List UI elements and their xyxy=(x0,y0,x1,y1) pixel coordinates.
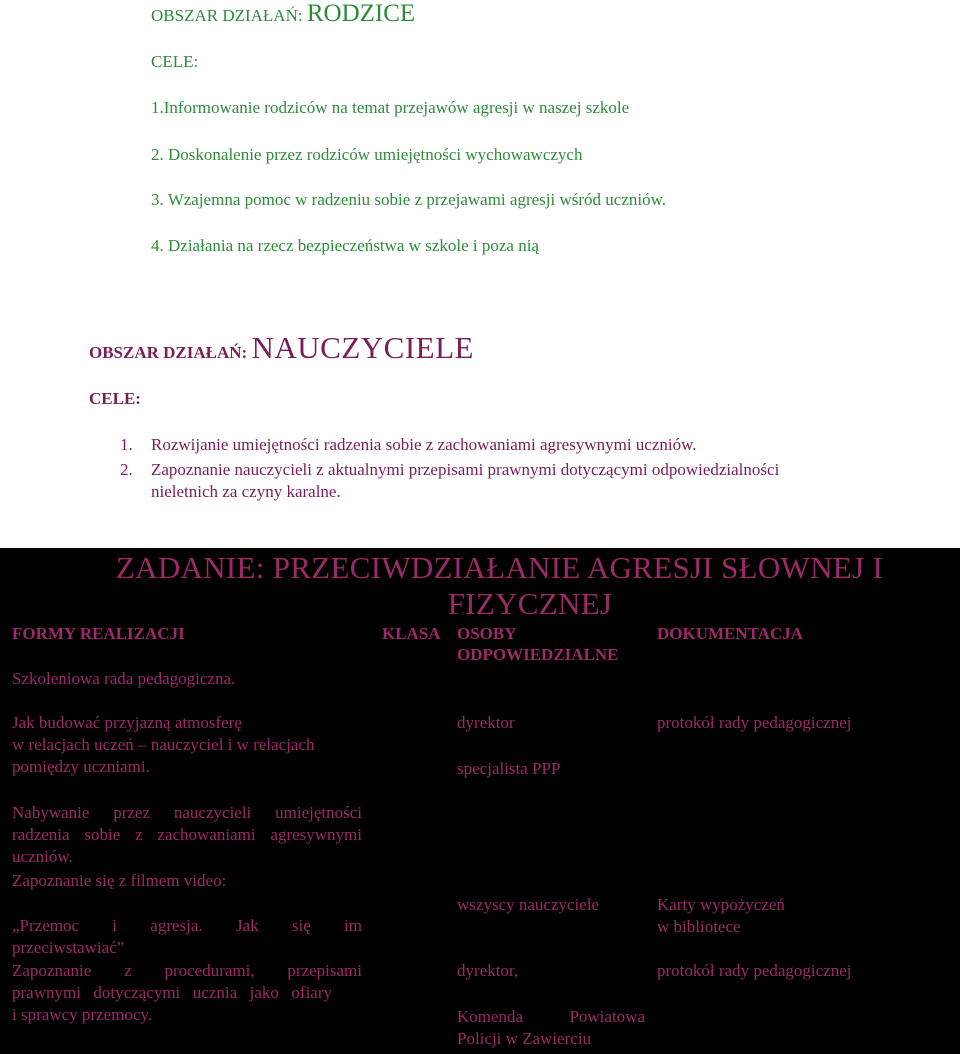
person-director: dyrektor xyxy=(457,713,515,732)
teachers-goal-2-text-line-2: nieletnich za czyny karalne. xyxy=(151,482,341,501)
parents-goal-1: 1.Informowanie rodziców na temat przejawów agresji w naszej szkole xyxy=(151,98,630,117)
header-persons-line-1: OSOBY xyxy=(457,624,517,643)
person-all-teachers: wszyscy nauczyciele xyxy=(457,895,600,914)
section-teachers-heading xyxy=(89,330,474,366)
form-film-title-line-1: „Przemoc i agresja. Jak się im xyxy=(12,916,362,935)
header-persons-line-2: ODPOWIEDZIALNE xyxy=(457,645,619,664)
person-director-2: dyrektor, xyxy=(457,961,519,980)
teachers-goal-2-number: 2. xyxy=(120,460,133,479)
task-table xyxy=(0,548,960,1054)
form-skills-line-1: Nabywanie przez nauczycieli umiejętności xyxy=(12,803,362,822)
form-procedures-line-1: Zapoznanie z procedurami, przepisami xyxy=(12,961,362,980)
section-parents-name: RODZICE xyxy=(306,0,416,27)
doc-protocol-1: protokół rady pedagogicznej xyxy=(657,713,852,732)
section-teachers-name: NAUCZYCIELE xyxy=(251,330,474,365)
person-police-line-1: Komenda Powiatowa xyxy=(457,1007,645,1026)
task-title-line-1: ZADANIE: PRZECIWDZIAŁANIE AGRESJI SŁOWNEJ I xyxy=(115,550,884,585)
form-skills-line-3: uczniów. xyxy=(12,847,73,866)
parents-goal-3: 3. Wzajemna pomoc w radzeniu sobie z przejawami agresji wśród uczniów. xyxy=(151,190,667,209)
section-parents-prefix: OBSZAR DZIAŁAŃ: xyxy=(151,6,303,25)
doc-cards-line-1: Karty wypożyczeń xyxy=(657,895,785,914)
doc-cards-line-2: w bibliotece xyxy=(657,917,741,936)
header-class: KLASA xyxy=(382,624,441,643)
form-atmosphere-line-1: Jak budować przyjazną atmosferę xyxy=(12,713,242,732)
form-skills-line-2: radzenia sobie z zachowaniami agresywnymi xyxy=(12,825,362,844)
parents-goal-4: 4. Działania na rzecz bezpieczeństwa w szkole i poza nią xyxy=(151,236,539,255)
person-police-line-2: Policji w Zawierciu xyxy=(457,1029,592,1048)
form-film-title-line-2: przeciwstawiać” xyxy=(12,938,125,957)
teachers-goal-1-number: 1. xyxy=(120,435,133,454)
section-teachers-cele: CELE: xyxy=(89,389,141,408)
form-atmosphere-line-3: pomiędzy uczniami. xyxy=(12,757,150,776)
parents-goal-2: 2. Doskonalenie przez rodziców umiejętności wychowawczych xyxy=(151,145,583,164)
form-procedures-line-3: i sprawcy przemocy. xyxy=(12,1005,153,1024)
task-title-line-2: FIZYCZNEJ xyxy=(447,586,613,621)
person-ppp-specialist: specjalista PPP xyxy=(457,759,561,778)
section-parents-cele: CELE: xyxy=(151,52,199,71)
form-atmosphere-line-2: w relacjach uczeń – nauczyciel i w relacjach xyxy=(12,735,315,754)
doc-protocol-2: protokół rady pedagogicznej xyxy=(657,961,852,980)
header-forms: FORMY REALIZACJI xyxy=(12,624,185,643)
form-procedures-line-2: prawnymi dotyczącymi ucznia jako ofiary xyxy=(12,983,332,1002)
form-film-intro: Zapoznanie się z filmem video: xyxy=(12,871,227,890)
form-training: Szkoleniowa rada pedagogiczna. xyxy=(12,669,236,688)
header-docs: DOKUMENTACJA xyxy=(657,624,804,643)
section-parents-heading xyxy=(151,0,415,28)
section-teachers-prefix: OBSZAR DZIAŁAŃ: xyxy=(89,343,248,362)
teachers-goal-2-text-line-1: Zapoznanie nauczycieli z aktualnymi przepisami prawnymi dotyczącymi odpowiedzialności xyxy=(151,460,780,479)
teachers-goal-1-text: Rozwijanie umiejętności radzenia sobie z zachowaniami agresywnymi uczniów. xyxy=(151,435,697,454)
